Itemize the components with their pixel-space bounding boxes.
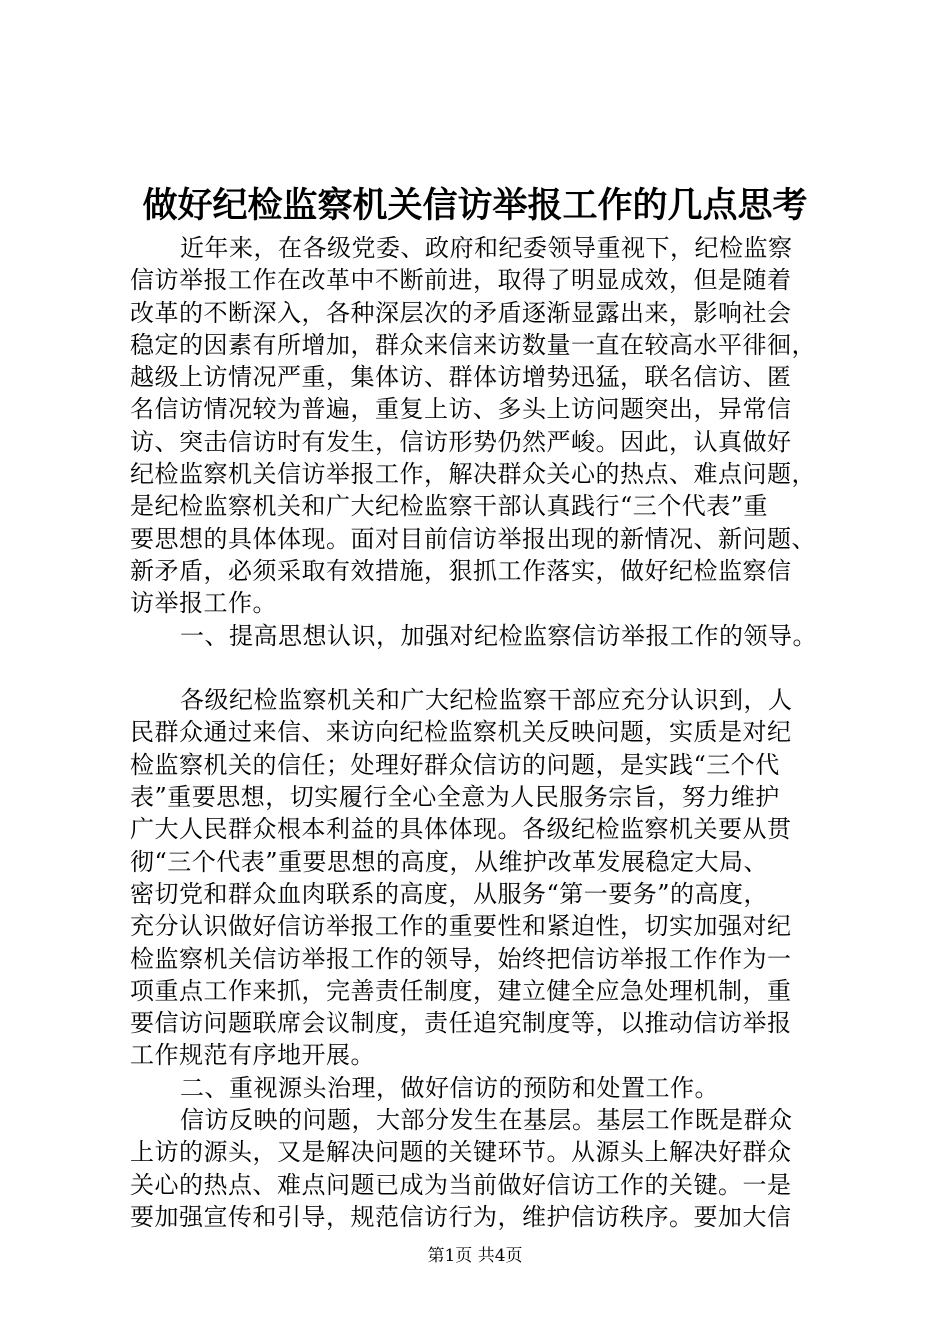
paragraph-line: 检监察机关的信任；处理好群众信访的问题，是实践“三个代	[130, 750, 780, 779]
page-number-footer: 第1页 共4页	[427, 1246, 523, 1266]
paragraph-line: 充分认识做好信访举报工作的重要性和紧迫性，切实加强对纪	[130, 912, 792, 941]
paragraph-line: 信访反映的问题，大部分发生在基层。基层工作既是群众	[180, 1106, 793, 1135]
paragraph-line: 信访举报工作在改革中不断前进，取得了明显成效，但是随着	[130, 266, 792, 295]
paragraph-line: 访举报工作。	[130, 589, 277, 618]
section-heading: 二、重视源头治理，做好信访的预防和处置工作。	[180, 1073, 719, 1102]
document-body	[130, 232, 842, 1233]
paragraph-line: 关心的热点、难点问题已成为当前做好信访工作的关键。一是	[130, 1170, 792, 1199]
paragraph-line: 项重点工作来抓，完善责任制度，建立健全应急处理机制，重	[130, 976, 792, 1005]
paragraph-line: 改革的不断深入，各种深层次的矛盾逐渐显露出来，影响社会	[130, 298, 792, 327]
paragraph-line: 各级纪检监察机关和广大纪检监察干部应充分认识到，人	[180, 686, 793, 715]
paragraph-line: 稳定的因素有所增加，群众来信来访数量一直在较高水平徘徊，	[130, 330, 816, 359]
paragraph-line: 表”重要思想，切实履行全心全意为人民服务宗旨，努力维护	[130, 783, 780, 812]
paragraph-line: 要加强宣传和引导，规范信访行为，维护信访秩序。要加大信	[130, 1202, 792, 1231]
paragraph-line: 上访的源头，又是解决问题的关键环节。从源头上解决好群众	[130, 1138, 792, 1167]
paragraph-line: 检监察机关信访举报工作的领导，始终把信访举报工作作为一	[130, 944, 792, 973]
paragraph-line: 纪检监察机关信访举报工作，解决群众关心的热点、难点问题，	[130, 460, 816, 489]
paragraph-line: 彻“三个代表”重要思想的高度，从维护改革发展稳定大局、	[130, 847, 769, 876]
paragraph-line: 访、突击信访时有发生，信访形势仍然严峻。因此，认真做好	[130, 427, 792, 456]
paragraph-spacer	[130, 652, 842, 684]
paragraph-line: 近年来，在各级党委、政府和纪委领导重视下，纪检监察	[180, 234, 793, 262]
paragraph-line: 要信访问题联席会议制度，责任追究制度等，以推动信访举报	[130, 1009, 792, 1038]
paragraph-line: 密切党和群众血肉联系的高度，从服务“第一要务”的高度，	[130, 879, 769, 908]
paragraph-line: 越级上访情况严重，集体访、群体访增势迅猛，联名信访、匿	[130, 363, 792, 392]
paragraph-line: 广大人民群众根本利益的具体体现。各级纪检监察机关要从贯	[130, 815, 792, 844]
paragraph-line: 要思想的具体体现。面对目前信访举报出现的新情况、新问题、	[130, 524, 816, 553]
paragraph-line: 名信访情况较为普遍，重复上访、多头上访问题突出，异常信	[130, 395, 792, 424]
paragraph-line: 工作规范有序地开展。	[130, 1041, 375, 1070]
paragraph-line: 民群众通过来信、来访向纪检监察机关反映问题，实质是对纪	[130, 718, 792, 747]
section-heading: 一、提高思想认识，加强对纪检监察信访举报工作的领导。	[180, 621, 817, 650]
paragraph-line: 是纪检监察机关和广大纪检监察干部认真践行“三个代表”重	[130, 492, 769, 521]
document-title: 做好纪检监察机关信访举报工作的几点思考	[142, 185, 808, 226]
paragraph-line: 新矛盾，必须采取有效措施，狠抓工作落实，做好纪检监察信	[130, 556, 792, 585]
